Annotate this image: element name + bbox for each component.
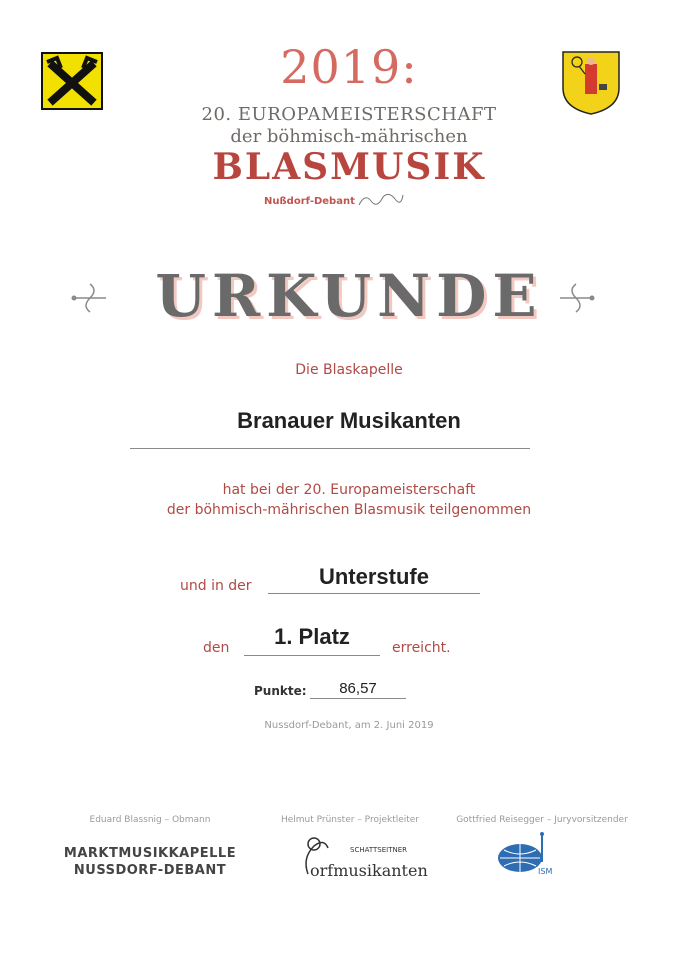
ism-text: ISM xyxy=(538,867,553,876)
class-underline xyxy=(268,593,480,594)
class-value: Unterstufe xyxy=(318,564,429,589)
band-name: Branauer Musikanten xyxy=(237,408,461,433)
points-label: Punkte: xyxy=(254,684,307,698)
event-place: Nußdorf-Debant xyxy=(264,196,355,207)
dorf-text-main: orfmusikanten xyxy=(310,861,428,880)
osttirol-signature-icon xyxy=(357,189,405,209)
points-value: 86,57 xyxy=(339,680,377,697)
signature-projektleiter: Helmut Prünster – Projektleiter xyxy=(280,815,420,825)
signature-obmann: Eduard Blassnig – Obmann xyxy=(89,815,211,825)
marktmusikkapelle-logo xyxy=(60,845,240,879)
event-year: 2019: xyxy=(280,40,418,94)
event-title: BLASMUSIK xyxy=(212,146,486,188)
band-name-underline xyxy=(130,448,530,449)
place-underline xyxy=(244,655,380,656)
event-subtitle-line1: 20. EUROPAMEISTERSCHAFT xyxy=(201,104,497,125)
points-underline xyxy=(310,698,406,699)
certificate-heading: URKUNDE xyxy=(155,262,543,330)
class-prefix: und in der xyxy=(180,578,252,594)
place-prefix: den xyxy=(203,640,230,656)
signature-juryvorsitzender: Gottfried Reisegger – Juryvorsitzender xyxy=(456,815,628,825)
event-subtitle-line2: der böhmisch-mährischen xyxy=(230,126,468,147)
place-suffix: erreicht. xyxy=(392,640,451,656)
participation-text-line1: hat bei der 20. Europameisterschaft xyxy=(222,482,476,498)
mmk-line1: MARKTMUSIKKAPELLE xyxy=(63,846,237,861)
dorf-text-top: SCHATTSEITNER xyxy=(350,846,407,854)
participation-text-line2: der böhmisch-mährischen Blasmusik teilgenommen xyxy=(166,502,532,518)
place-value: 1. Platz xyxy=(274,624,350,649)
dorfmusikanten-logo xyxy=(298,832,428,888)
ism-globe-logo xyxy=(494,828,566,880)
band-label: Die Blaskapelle xyxy=(295,362,403,378)
mmk-line2: NUSSDORF-DEBANT xyxy=(73,863,227,878)
ornament-right-icon xyxy=(556,278,596,318)
date-place-line: Nussdorf-Debant, am 2. Juni 2019 xyxy=(264,720,434,731)
